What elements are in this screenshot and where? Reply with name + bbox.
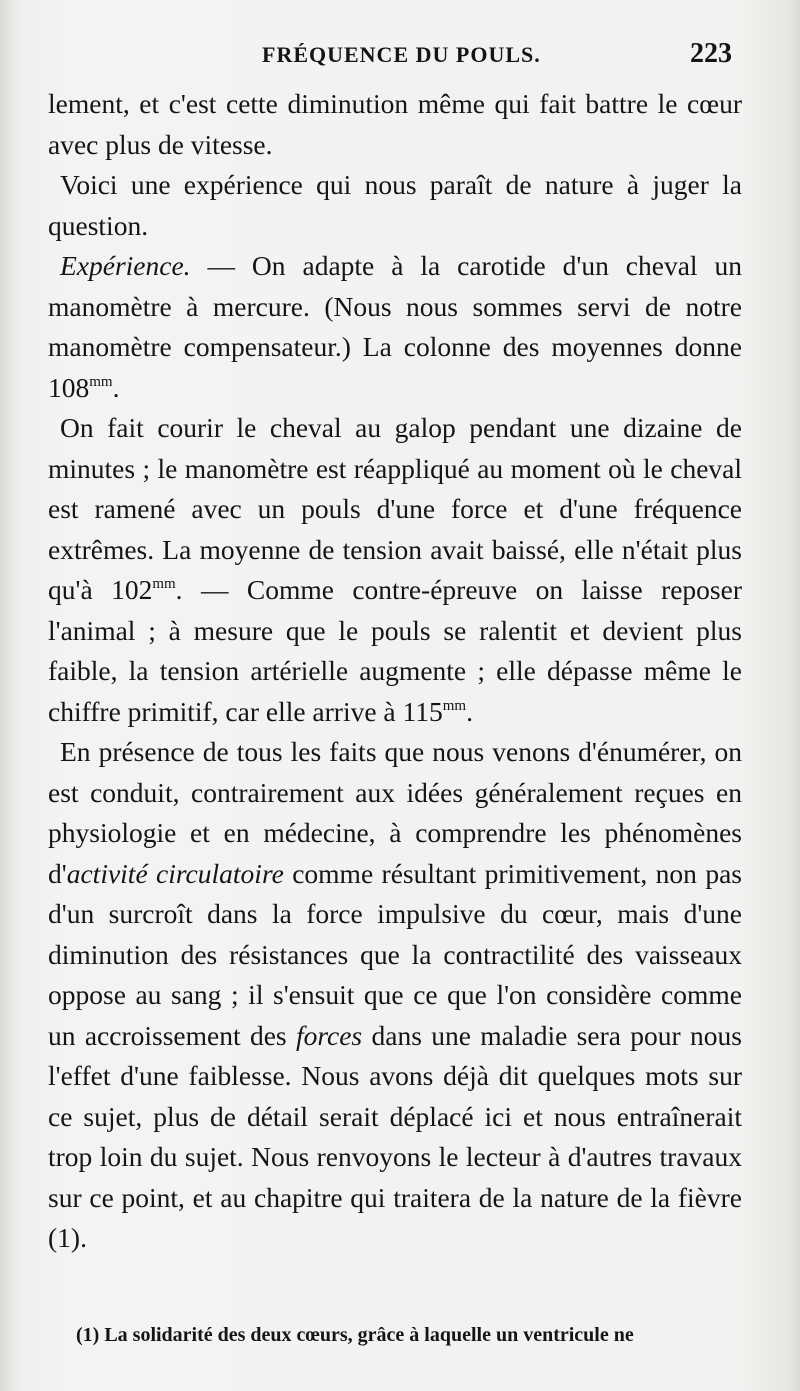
experiment-text: — On adapte à la carotide d'un cheval un manomètre à mercure. (Nous nous sommes servi de notre manomètre compensateur.) La colonne des moyennes donne 108 (48, 250, 742, 403)
unit-superscript: mm (442, 697, 467, 714)
paragraph-experiment (48, 246, 742, 408)
running-head (0, 38, 800, 78)
body-text (48, 84, 742, 1259)
gallop-text-a: On fait courir le cheval au galop pendant une dizaine de minutes ; le manomètre est réappliqué au moment où le cheval est ramené avec un pouls d'une force et d'une fréquence extrêmes. La moyenne de tension avait baissé, elle n'était plus qu'à 102 (48, 412, 742, 605)
conclusion-text-b: comme résultant primitivement, non pas d'un surcroît dans la force impulsive du cœur, mais d'une diminution des résistances que la contractilité des vaisseaux oppose au sang ; il s'ensuit que ce que l'on considère comme un accroissement des (48, 857, 742, 1051)
paragraph-continuation: lement, et c'est cette diminution même qui fait battre le cœur avec plus de vitesse. (48, 88, 742, 160)
footnote: (1) La solidarité des deux cœurs, grâce à laquelle un ventricule ne (76, 1324, 634, 1346)
conclusion-text-c: dans une maladie sera pour nous l'effet d'une faiblesse. Nous avons déjà dit quelques mots sur ce sujet, plus de détail serait déplacé ici et nous entraînerait trop loin du sujet. Nous renvoyons le lecteur à d'autres travaux sur ce point, et au chapitre qui traitera de la nature de la fièvre (1). (48, 1019, 742, 1253)
emphasis-activite: activité circulatoire (66, 857, 284, 889)
unit-superscript: mm (89, 373, 113, 390)
experiment-lead: Expérience. (60, 250, 191, 281)
paragraph-conclusion (48, 732, 742, 1259)
conclusion-text-a: En présence de tous les faits que nous venons d'énumérer, on est conduit, contrairement aux idées généralement reçues en physiologie et en médecine, à comprendre les phénomènes d' (48, 736, 742, 889)
paragraph-experiment-intro: Voici une expérience qui nous paraît de nature à juger la question. (48, 169, 742, 241)
emphasis-forces: forces (295, 1019, 363, 1051)
page-number: 223 (690, 38, 732, 69)
gallop-text-b: . — Comme contre-épreuve on laisse reposer l'animal ; à mesure que le pouls se ralentit et devient plus faible, la tension artérielle augmente ; elle dépasse même le chiffre primitif, car elle arrive à 115 (48, 574, 742, 727)
unit-superscript: mm (152, 576, 176, 592)
experiment-end: . (112, 371, 120, 403)
running-title: FRÉQUENCE DU POULS. (262, 42, 541, 67)
paragraph-gallop (48, 408, 742, 732)
gallop-end: . (466, 695, 473, 727)
